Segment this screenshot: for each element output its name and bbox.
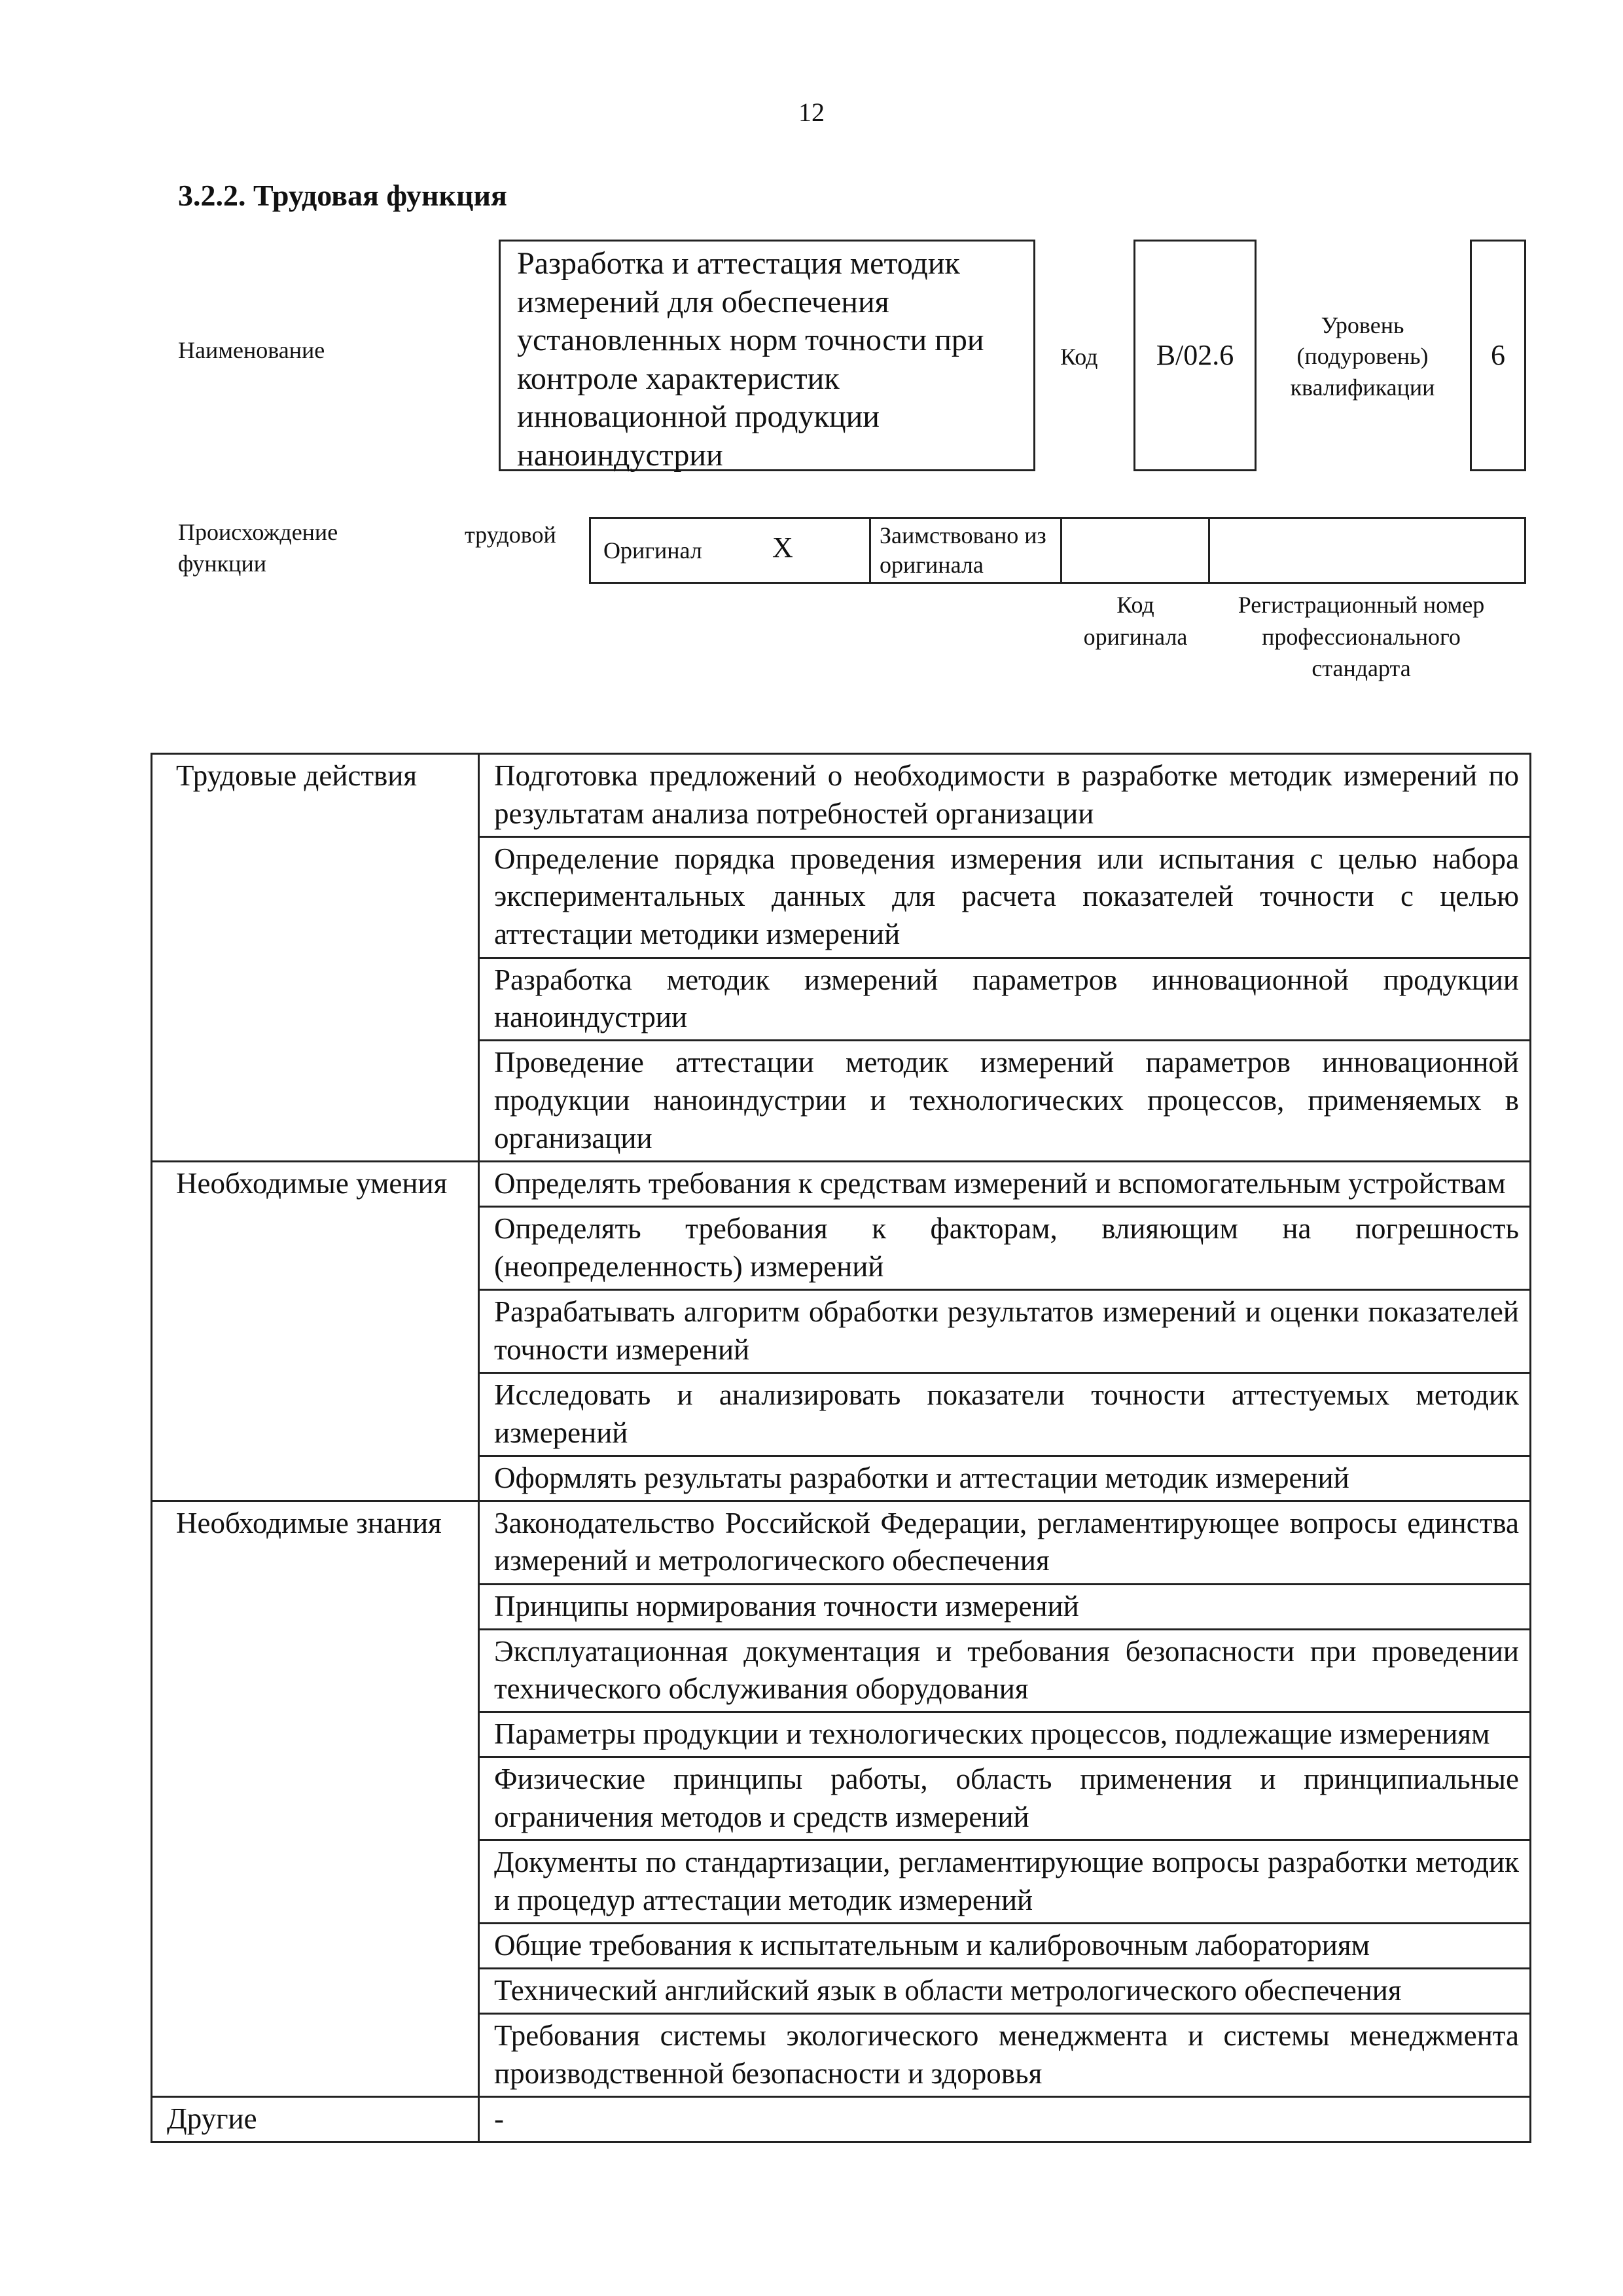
table-cell: Определять требования к факторам, влияющим на погрешность (неопределенность) измерений — [479, 1207, 1531, 1290]
page-number: 12 — [798, 98, 825, 127]
level-value: 6 — [1491, 338, 1505, 371]
category-labor-actions: Трудовые действия — [152, 754, 479, 1162]
table-cell: Определение порядка проведения измерения или испытания с целью набора экспериментальных данных для расчета показателей точности с целью аттестации методики измерений — [479, 836, 1531, 958]
table-cell: Требования системы экологического менеджмента и системы менеджмента производственной безопасности и здоровья — [479, 2013, 1531, 2096]
level-box — [1470, 240, 1526, 471]
section-title: 3.2.2. Трудовая функция — [178, 179, 507, 212]
origin-divider-2 — [1060, 517, 1062, 584]
table-cell: Определять требования к средствам измерений и вспомогательным устройствам — [479, 1162, 1531, 1207]
origin-divider-3 — [1208, 517, 1210, 584]
table-cell: Проведение аттестации методик измерений параметров инновационной продукции наноиндустрии и технологических процессов, применяемых в организации — [479, 1041, 1531, 1162]
table-cell: - — [479, 2096, 1531, 2142]
code-box — [1133, 240, 1257, 471]
name-value: Разработка и аттестация методик измерений для обеспечения установленных норм точности при контроле характеристик инновационной продукции наноиндустрии — [517, 246, 984, 473]
category-knowledge: Необходимые знания — [152, 1501, 479, 2096]
table-cell: Разрабатывать алгоритм обработки результатов измерений и оценки показателей точности измерений — [479, 1290, 1531, 1373]
code-value: B/02.6 — [1156, 338, 1234, 371]
competency-table — [151, 753, 1531, 2143]
table-cell: Принципы нормирования точности измерений — [479, 1584, 1531, 1629]
table-row — [152, 1501, 1531, 1584]
original-label: Оригинал — [603, 537, 702, 564]
table-row — [152, 2096, 1531, 2142]
category-skills: Необходимые умения — [152, 1162, 479, 1501]
table-cell: Физические принципы работы, область применения и принципиальные ограничения методов и средств измерений — [479, 1757, 1531, 1840]
table-cell: Исследовать и анализировать показатели точности аттестуемых методик измерений — [479, 1372, 1531, 1456]
origin-label-part3: функции — [178, 550, 266, 577]
table-cell: Эксплуатационная документация и требования безопасности при проведении технического обслуживания оборудования — [479, 1629, 1531, 1712]
category-other: Другие — [152, 2096, 479, 2142]
table-cell: Параметры продукции и технологических процессов, подлежащие измерениям — [479, 1712, 1531, 1757]
origin-label-part1: Происхождение — [178, 519, 338, 545]
table-cell: Общие требования к испытательным и калибровочным лабораториям — [479, 1924, 1531, 1969]
level-label: Уровень (подуровень) квалификации — [1290, 312, 1435, 401]
original-code-caption: Код оригинала — [1083, 592, 1188, 650]
table-cell: Оформлять результаты разработки и аттестации методик измерений — [479, 1456, 1531, 1501]
origin-divider-1 — [869, 517, 871, 584]
table-cell: Документы по стандартизации, регламентирующие вопросы разработки методик и процедур аттестации методик измерений — [479, 1840, 1531, 1924]
table-row — [152, 1162, 1531, 1207]
reg-number-caption: Регистрационный номер профессионального стандарта — [1238, 592, 1485, 682]
name-label: Наименование — [178, 337, 325, 363]
origin-row — [589, 517, 1526, 584]
origin-label-part2: трудовой — [465, 522, 556, 548]
code-label: Код — [1060, 344, 1098, 370]
table-cell: Законодательство Российской Федерации, регламентирующее вопросы единства измерений и метрологического обеспечения — [479, 1501, 1531, 1584]
table-cell: Подготовка предложений о необходимости в разработке методик измерений по результатам анализа потребностей организации — [479, 754, 1531, 837]
table-cell: Разработка методик измерений параметров инновационной продукции наноиндустрии — [479, 958, 1531, 1041]
original-mark: X — [772, 531, 793, 564]
borrowed-label: Заимствовано из оригинала — [880, 522, 1046, 578]
table-row — [152, 754, 1531, 837]
table-cell: Технический английский язык в области метрологического обеспечения — [479, 1969, 1531, 2014]
